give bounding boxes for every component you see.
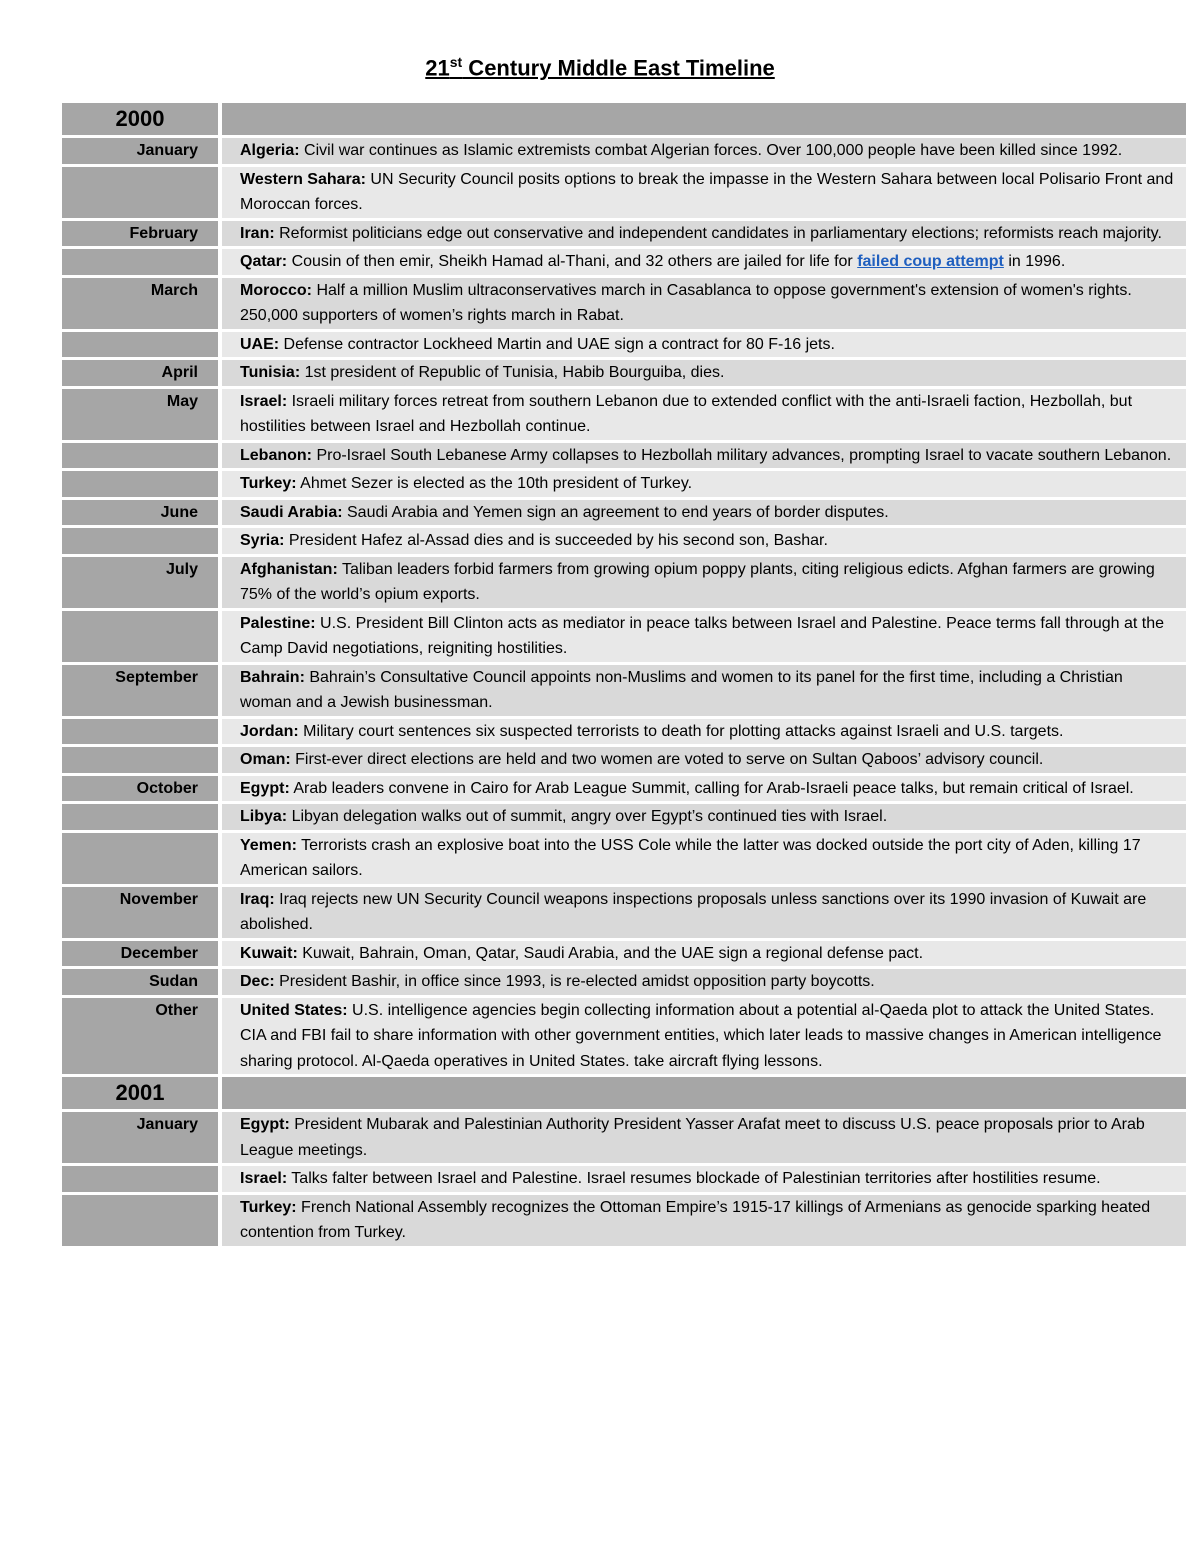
event-description-tail: in 1996. — [1003, 253, 1066, 270]
country-name: Afghanistan: — [240, 560, 338, 578]
timeline-row — [62, 500, 1186, 526]
event-description: Cousin of then emir, Sheikh Hamad al-Thani, and 32 others are jailed for life for — [287, 253, 858, 270]
month-label: February — [62, 221, 218, 247]
month-label: January — [62, 1112, 218, 1163]
timeline-row — [62, 719, 1186, 745]
event-text — [222, 443, 1186, 469]
event-description: UN Security Council posits options to break the impasse in the Western Sahara between local Polisario Front and Moroccan forces. — [240, 170, 1174, 213]
timeline-row — [62, 528, 1186, 554]
month-label: September — [62, 665, 218, 716]
event-description: Libyan delegation walks out of summit, angry over Egypt’s continued ties with Israel. — [287, 808, 888, 825]
timeline-row — [62, 278, 1186, 329]
event-description: Defense contractor Lockheed Martin and UAE sign a contract for 80 F-16 jets. — [279, 335, 835, 353]
timeline-row — [62, 138, 1186, 164]
timeline-row — [62, 389, 1186, 440]
month-label — [62, 167, 218, 218]
country-name: Iran: — [240, 224, 275, 242]
timeline-row — [62, 747, 1186, 773]
event-description: Iraq rejects new UN Security Council weapons inspections proposals unless sanctions over its 1990 invasion of Kuwait are abolished. — [240, 890, 1147, 933]
country-name: Turkey: — [240, 475, 297, 492]
country-name: Oman: — [240, 751, 291, 768]
page-title: 21st Century Middle East Timeline — [425, 54, 775, 81]
country-name: Libya: — [240, 808, 288, 825]
month-label — [62, 1195, 218, 1246]
timeline-row — [62, 804, 1186, 830]
event-text — [222, 747, 1186, 773]
country-name: United States: — [240, 1001, 348, 1019]
country-name: UAE: — [240, 335, 280, 353]
month-label: July — [62, 557, 218, 608]
timeline-row — [62, 360, 1186, 386]
timeline-row — [62, 998, 1186, 1075]
year-label: 2001 — [62, 1077, 218, 1109]
timeline-row — [62, 557, 1186, 608]
event-text — [222, 167, 1186, 218]
event-description: President Mubarak and Palestinian Authority President Yasser Arafat meet to discuss U.S. peace proposals prior to Arab League meetings. — [240, 1116, 1145, 1159]
month-label — [62, 249, 218, 275]
country-name: Qatar: — [240, 253, 288, 270]
event-description: Ahmet Sezer is elected as the 10th president of Turkey. — [296, 475, 693, 492]
event-text — [222, 1112, 1186, 1163]
event-description: Bahrain’s Consultative Council appoints non-Muslims and women to its panel for the first time, including a Christian woman and a Jewish businessman. — [240, 668, 1123, 711]
country-name: Dec: — [240, 973, 275, 990]
country-name: Tunisia: — [240, 364, 301, 381]
month-label — [62, 332, 218, 358]
event-text — [222, 998, 1186, 1075]
event-text — [222, 611, 1186, 662]
event-description: U.S. President Bill Clinton acts as mediator in peace talks between Israel and Palestine. Peace terms fall through at the Camp David negotiations, reigniting hostilities. — [240, 614, 1165, 657]
event-description: First-ever direct elections are held and two women are voted to serve on Sultan Qaboos’ advisory council. — [290, 751, 1044, 768]
event-text — [222, 665, 1186, 716]
event-text — [222, 389, 1186, 440]
event-description: Taliban leaders forbid farmers from growing opium poppy plants, citing religious edicts. Afghan farmers are growing 75% of the world’s opium exports. — [240, 560, 1155, 603]
event-description: 1st president of Republic of Tunisia, Habib Bourguiba, dies. — [300, 364, 725, 381]
timeline-row — [62, 887, 1186, 938]
month-label: June — [62, 500, 218, 526]
country-name: Western Sahara: — [240, 170, 366, 188]
timeline-row — [62, 665, 1186, 716]
country-name: Egypt: — [240, 1116, 290, 1133]
event-description: Saudi Arabia and Yemen sign an agreement to end years of border disputes. — [342, 503, 889, 521]
event-description: Half a million Muslim ultraconservatives march in Casablanca to oppose government's extension of women's rights. 250,000 supporters of women’s rights march in Rabat. — [240, 281, 1132, 324]
month-label: April — [62, 360, 218, 386]
timeline-row — [62, 833, 1186, 884]
event-description: President Hafez al-Assad dies and is succeeded by his second son, Bashar. — [284, 532, 828, 549]
event-description: Israeli military forces retreat from southern Lebanon due to extended conflict with the anti-Israeli faction, Hezbollah, but hostilities between Israel and Hezbollah continue. — [240, 392, 1133, 435]
timeline-row — [62, 249, 1186, 275]
timeline-row — [62, 332, 1186, 358]
event-description: Pro-Israel South Lebanese Army collapses to Hezbollah military advances, prompting Israel to vacate southern Lebanon. — [312, 446, 1172, 464]
country-name: Syria: — [240, 532, 285, 549]
month-label — [62, 471, 218, 497]
event-text — [222, 471, 1186, 497]
timeline-row — [62, 1166, 1186, 1192]
event-description: U.S. intelligence agencies begin collecting information about a potential al-Qaeda plot to attack the United States. CIA and FBI fail to share information with other government entities, which later leads to massive changes in American intelligence sharing protocol. Al-Qaeda operatives in United States. take aircraft flying lessons. — [240, 1001, 1162, 1070]
event-description: French National Assembly recognizes the Ottoman Empire’s 1915-17 killings of Armenians as genocide sparking heated contention from Turkey. — [240, 1198, 1151, 1241]
month-label — [62, 528, 218, 554]
country-name: Jordan: — [240, 722, 299, 740]
month-label — [62, 611, 218, 662]
event-description: President Bashir, in office since 1993, is re-elected amidst opposition party boycotts. — [274, 973, 875, 990]
month-label — [62, 1166, 218, 1192]
year-header-bar — [222, 1077, 1186, 1109]
timeline-row — [62, 443, 1186, 469]
month-label: Other — [62, 998, 218, 1075]
month-label: January — [62, 138, 218, 164]
timeline-row — [62, 471, 1186, 497]
country-name: Egypt: — [240, 779, 290, 797]
timeline-row — [62, 611, 1186, 662]
year-header-row — [62, 1077, 1186, 1109]
event-text — [222, 1195, 1186, 1246]
event-description: Arab leaders convene in Cairo for Arab League Summit, calling for Arab-Israeli peace talks, but remain critical of Israel. — [289, 779, 1134, 797]
month-label — [62, 833, 218, 884]
country-name: Morocco: — [240, 281, 312, 299]
country-name: Bahrain: — [240, 668, 305, 686]
event-description: Kuwait, Bahrain, Oman, Qatar, Saudi Arabia, and the UAE sign a regional defense pact. — [297, 944, 924, 962]
event-text — [222, 804, 1186, 830]
failed-coup-attempt-link[interactable]: failed coup attempt — [857, 253, 1004, 270]
event-text — [222, 500, 1186, 526]
year-label: 2000 — [62, 103, 218, 135]
event-text — [222, 776, 1186, 802]
event-description: Talks falter between Israel and Palestine. Israel resumes blockade of Palestinian territories after hostilities resume. — [287, 1170, 1101, 1187]
country-name: Israel: — [240, 1170, 288, 1187]
event-description: Military court sentences six suspected terrorists to death for plotting attacks against Israeli and U.S. targets. — [298, 722, 1064, 740]
timeline-row — [62, 167, 1186, 218]
event-description: Reformist politicians edge out conservative and independent candidates in parliamentary elections; reformists reach majority. — [274, 224, 1162, 242]
country-name: Saudi Arabia: — [240, 503, 343, 521]
event-text — [222, 941, 1186, 967]
country-name: Algeria: — [240, 142, 300, 159]
timeline-row — [62, 1195, 1186, 1246]
event-text — [222, 360, 1186, 386]
timeline-row — [62, 776, 1186, 802]
month-label — [62, 719, 218, 745]
event-text — [222, 719, 1186, 745]
timeline-table — [62, 100, 1186, 1249]
country-name: Turkey: — [240, 1198, 297, 1216]
event-text — [222, 528, 1186, 554]
event-text — [222, 221, 1186, 247]
country-name: Kuwait: — [240, 944, 298, 962]
month-label: December — [62, 941, 218, 967]
timeline-row — [62, 221, 1186, 247]
month-label: March — [62, 278, 218, 329]
country-name: Palestine: — [240, 614, 316, 632]
event-text — [222, 557, 1186, 608]
event-text — [222, 332, 1186, 358]
event-text — [222, 278, 1186, 329]
country-name: Iraq: — [240, 890, 275, 908]
year-header-bar — [222, 103, 1186, 135]
timeline-row — [62, 941, 1186, 967]
timeline-row — [62, 1112, 1186, 1163]
event-text — [222, 887, 1186, 938]
month-label — [62, 443, 218, 469]
event-text — [222, 138, 1186, 164]
month-label — [62, 747, 218, 773]
event-text — [222, 249, 1186, 275]
timeline-row — [62, 969, 1186, 995]
month-label: May — [62, 389, 218, 440]
month-label: November — [62, 887, 218, 938]
month-label: Sudan — [62, 969, 218, 995]
event-text — [222, 969, 1186, 995]
event-text — [222, 1166, 1186, 1192]
year-header-row — [62, 103, 1186, 135]
event-text — [222, 833, 1186, 884]
event-description: Civil war continues as Islamic extremists combat Algerian forces. Over 100,000 people have been killed since 1992. — [299, 142, 1123, 159]
event-description: Terrorists crash an explosive boat into the USS Cole while the latter was docked outside the port city of Aden, killing 17 American sailors. — [240, 836, 1141, 879]
country-name: Israel: — [240, 392, 288, 410]
country-name: Yemen: — [240, 836, 297, 854]
country-name: Lebanon: — [240, 446, 312, 464]
month-label — [62, 804, 218, 830]
month-label: October — [62, 776, 218, 802]
